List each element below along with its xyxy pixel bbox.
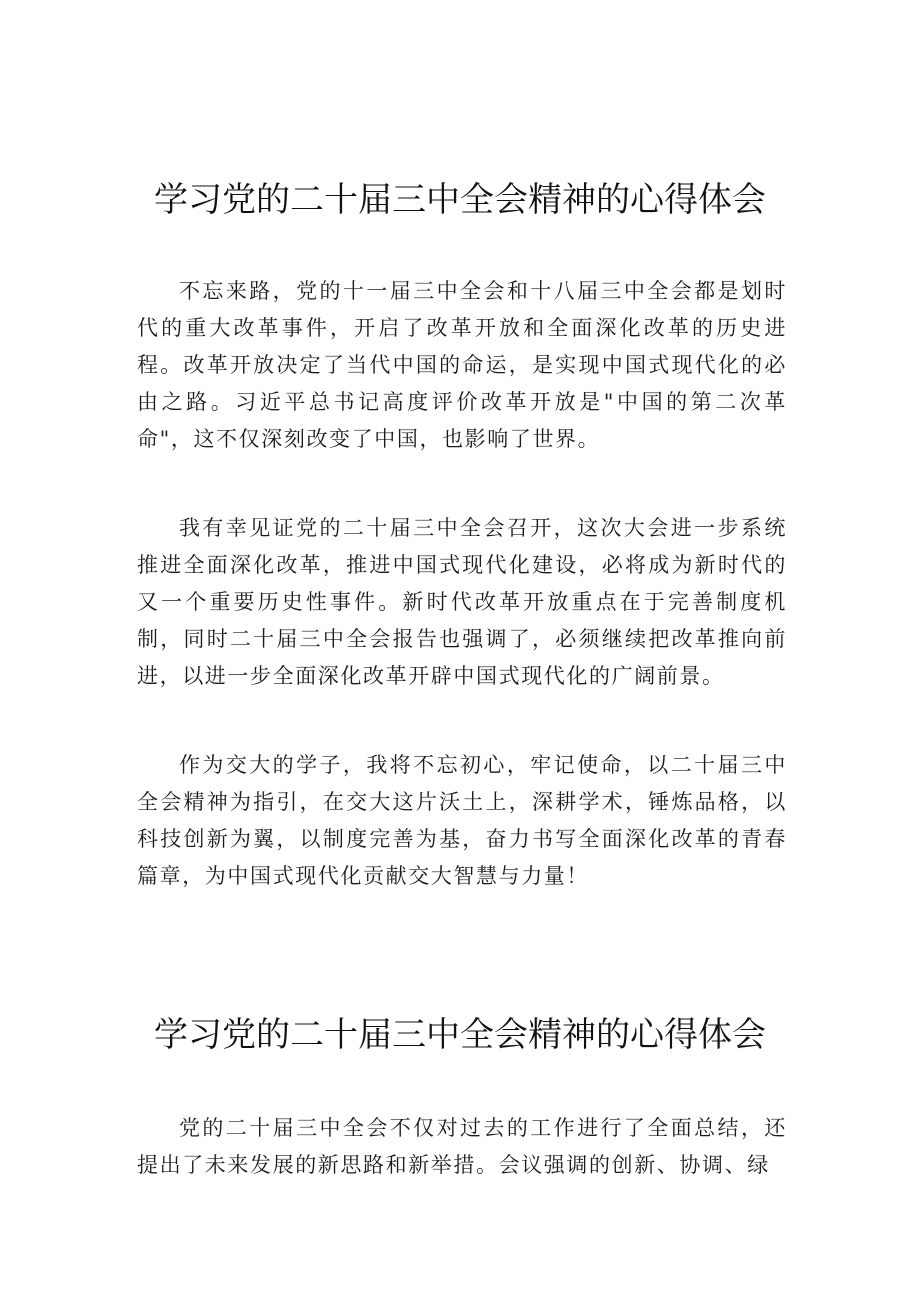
section-1-paragraph-2: 我有幸见证党的二十届三中全会召开，这次大会进一步系统推进全面深化改革，推进中国式现代化建设，必将成为新时代的又一个重要历史性事件。新时代改革开放重点在于完善制度机制，同时二十届三中全会报告也强调了，必须继续把改革推向前进，以进一步全面深化改革开辟中国式现代化的广阔前景。 [137,516,787,688]
section-1-paragraph-3: 作为交大的学子，我将不忘初心，牢记使命，以二十届三中全会精神为指引，在交大这片沃土上，深耕学术，锤炼品格，以科技创新为翼，以制度完善为基，奋力书写全面深化改革的青春篇章，为中国式现代化贡献交大智慧与力量！ [137,753,787,888]
section-1-paragraph-1: 不忘来路，党的十一届三中全会和十八届三中全会都是划时代的重大改革事件，开启了改革开放和全面深化改革的历史进程。改革开放决定了当代中国的命运，是实现中国式现代化的必由之路。习近平总书记高度评价改革开放是"中国的第二次革命"，这不仅深刻改变了中国，也影响了世界。 [137,279,787,451]
section-1-title: 学习党的二十届三中全会精神的心得体会 [154,180,766,220]
section-2-title: 学习党的二十届三中全会精神的心得体会 [154,1015,766,1055]
section-2-paragraph-1: 党的二十届三中全会不仅对过去的工作进行了全面总结，还提出了未来发展的新思路和新举措。会议强调的创新、协调、绿 [137,1116,787,1177]
